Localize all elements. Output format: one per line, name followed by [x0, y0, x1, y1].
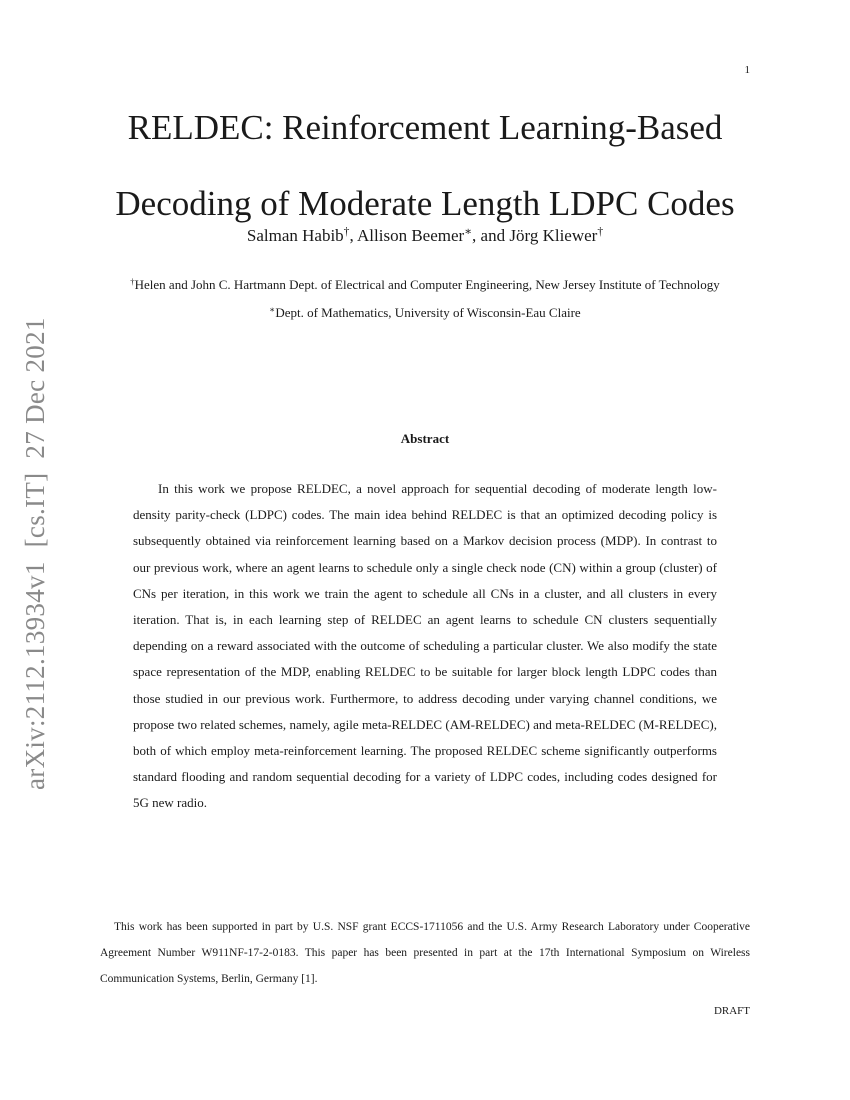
arxiv-identifier-stamp: [20, 317, 51, 790]
affiliation-mark: †: [130, 276, 135, 287]
author-affiliation-mark: †: [597, 225, 604, 239]
arxiv-category: [cs.IT]: [20, 472, 50, 548]
author-list: [0, 226, 850, 246]
affiliation-text: Helen and John C. Hartmann Dept. of Electrical and Computer Engineering, New Jersey Institute of Technology: [134, 277, 720, 292]
page-number: 1: [744, 64, 750, 76]
draft-label: DRAFT: [713, 1005, 750, 1017]
author-affiliation-mark: †: [343, 225, 350, 239]
author-name: Salman Habib: [246, 226, 344, 245]
author-name: Allison Beemer: [357, 226, 465, 245]
affiliation-njit: [0, 277, 850, 293]
title-line-2: Decoding of Moderate Length LDPC Codes: [115, 184, 735, 223]
arxiv-date: 27 Dec 2021: [20, 317, 50, 459]
affiliation-mark: ∗: [269, 304, 276, 315]
funding-footnote: This work has been supported in part by U.S. NSF grant ECCS-1711056 and the U.S. Army Research Laboratory under Cooperative Agreement Number W911NF-17-2-0183. This paper has been presented in part at the 17th International Symposium on Wireless Communication Systems, Berlin, Germany [1].: [100, 921, 750, 986]
paper-title: [0, 90, 850, 242]
affiliation-uwec: [0, 305, 850, 321]
author-affiliation-mark: ∗: [464, 225, 473, 239]
author-separator: ,: [349, 226, 358, 245]
title-line-1: RELDEC: Reinforcement Learning-Based: [127, 108, 723, 147]
abstract-body: In this work we propose RELDEC, a novel approach for sequential decoding of moderate length low-density parity-check (LDPC) codes. The main idea behind RELDEC is that an optimized decoding policy is subsequently obtained via reinforcement learning based on a Markov decision process (MDP). In contrast to our previous work, where an agent learns to schedule only a single check node (CN) within a group (cluster) of CNs per iteration, in this work we train the agent to schedule all CNs in a cluster, and all clusters in every iteration. That is, in each learning step of RELDEC an agent learns to schedule CN clusters sequentially depending on a reward associated with the outcome of scheduling a particular cluster. We also modify the state space representation of the MDP, enabling RELDEC to be suitable for larger block length LDPC codes than those studied in our previous work. Furthermore, to address decoding under varying channel conditions, we propose two related schemes, namely, agile meta-RELDEC (AM-RELDEC) and meta-RELDEC (M-RELDEC), both of which employ meta-reinforcement learning. The proposed RELDEC scheme significantly outperforms standard flooding and random sequential decoding for a variety of LDPC codes, including codes designed for 5G new radio.: [133, 481, 717, 811]
author-name: Jörg Kliewer: [509, 226, 598, 245]
abstract-heading: Abstract: [400, 431, 450, 446]
arxiv-id: arXiv:2112.13934v1: [20, 561, 50, 790]
affiliation-text: Dept. of Mathematics, University of Wisconsin-Eau Claire: [275, 305, 581, 320]
author-separator: , and: [472, 226, 510, 245]
